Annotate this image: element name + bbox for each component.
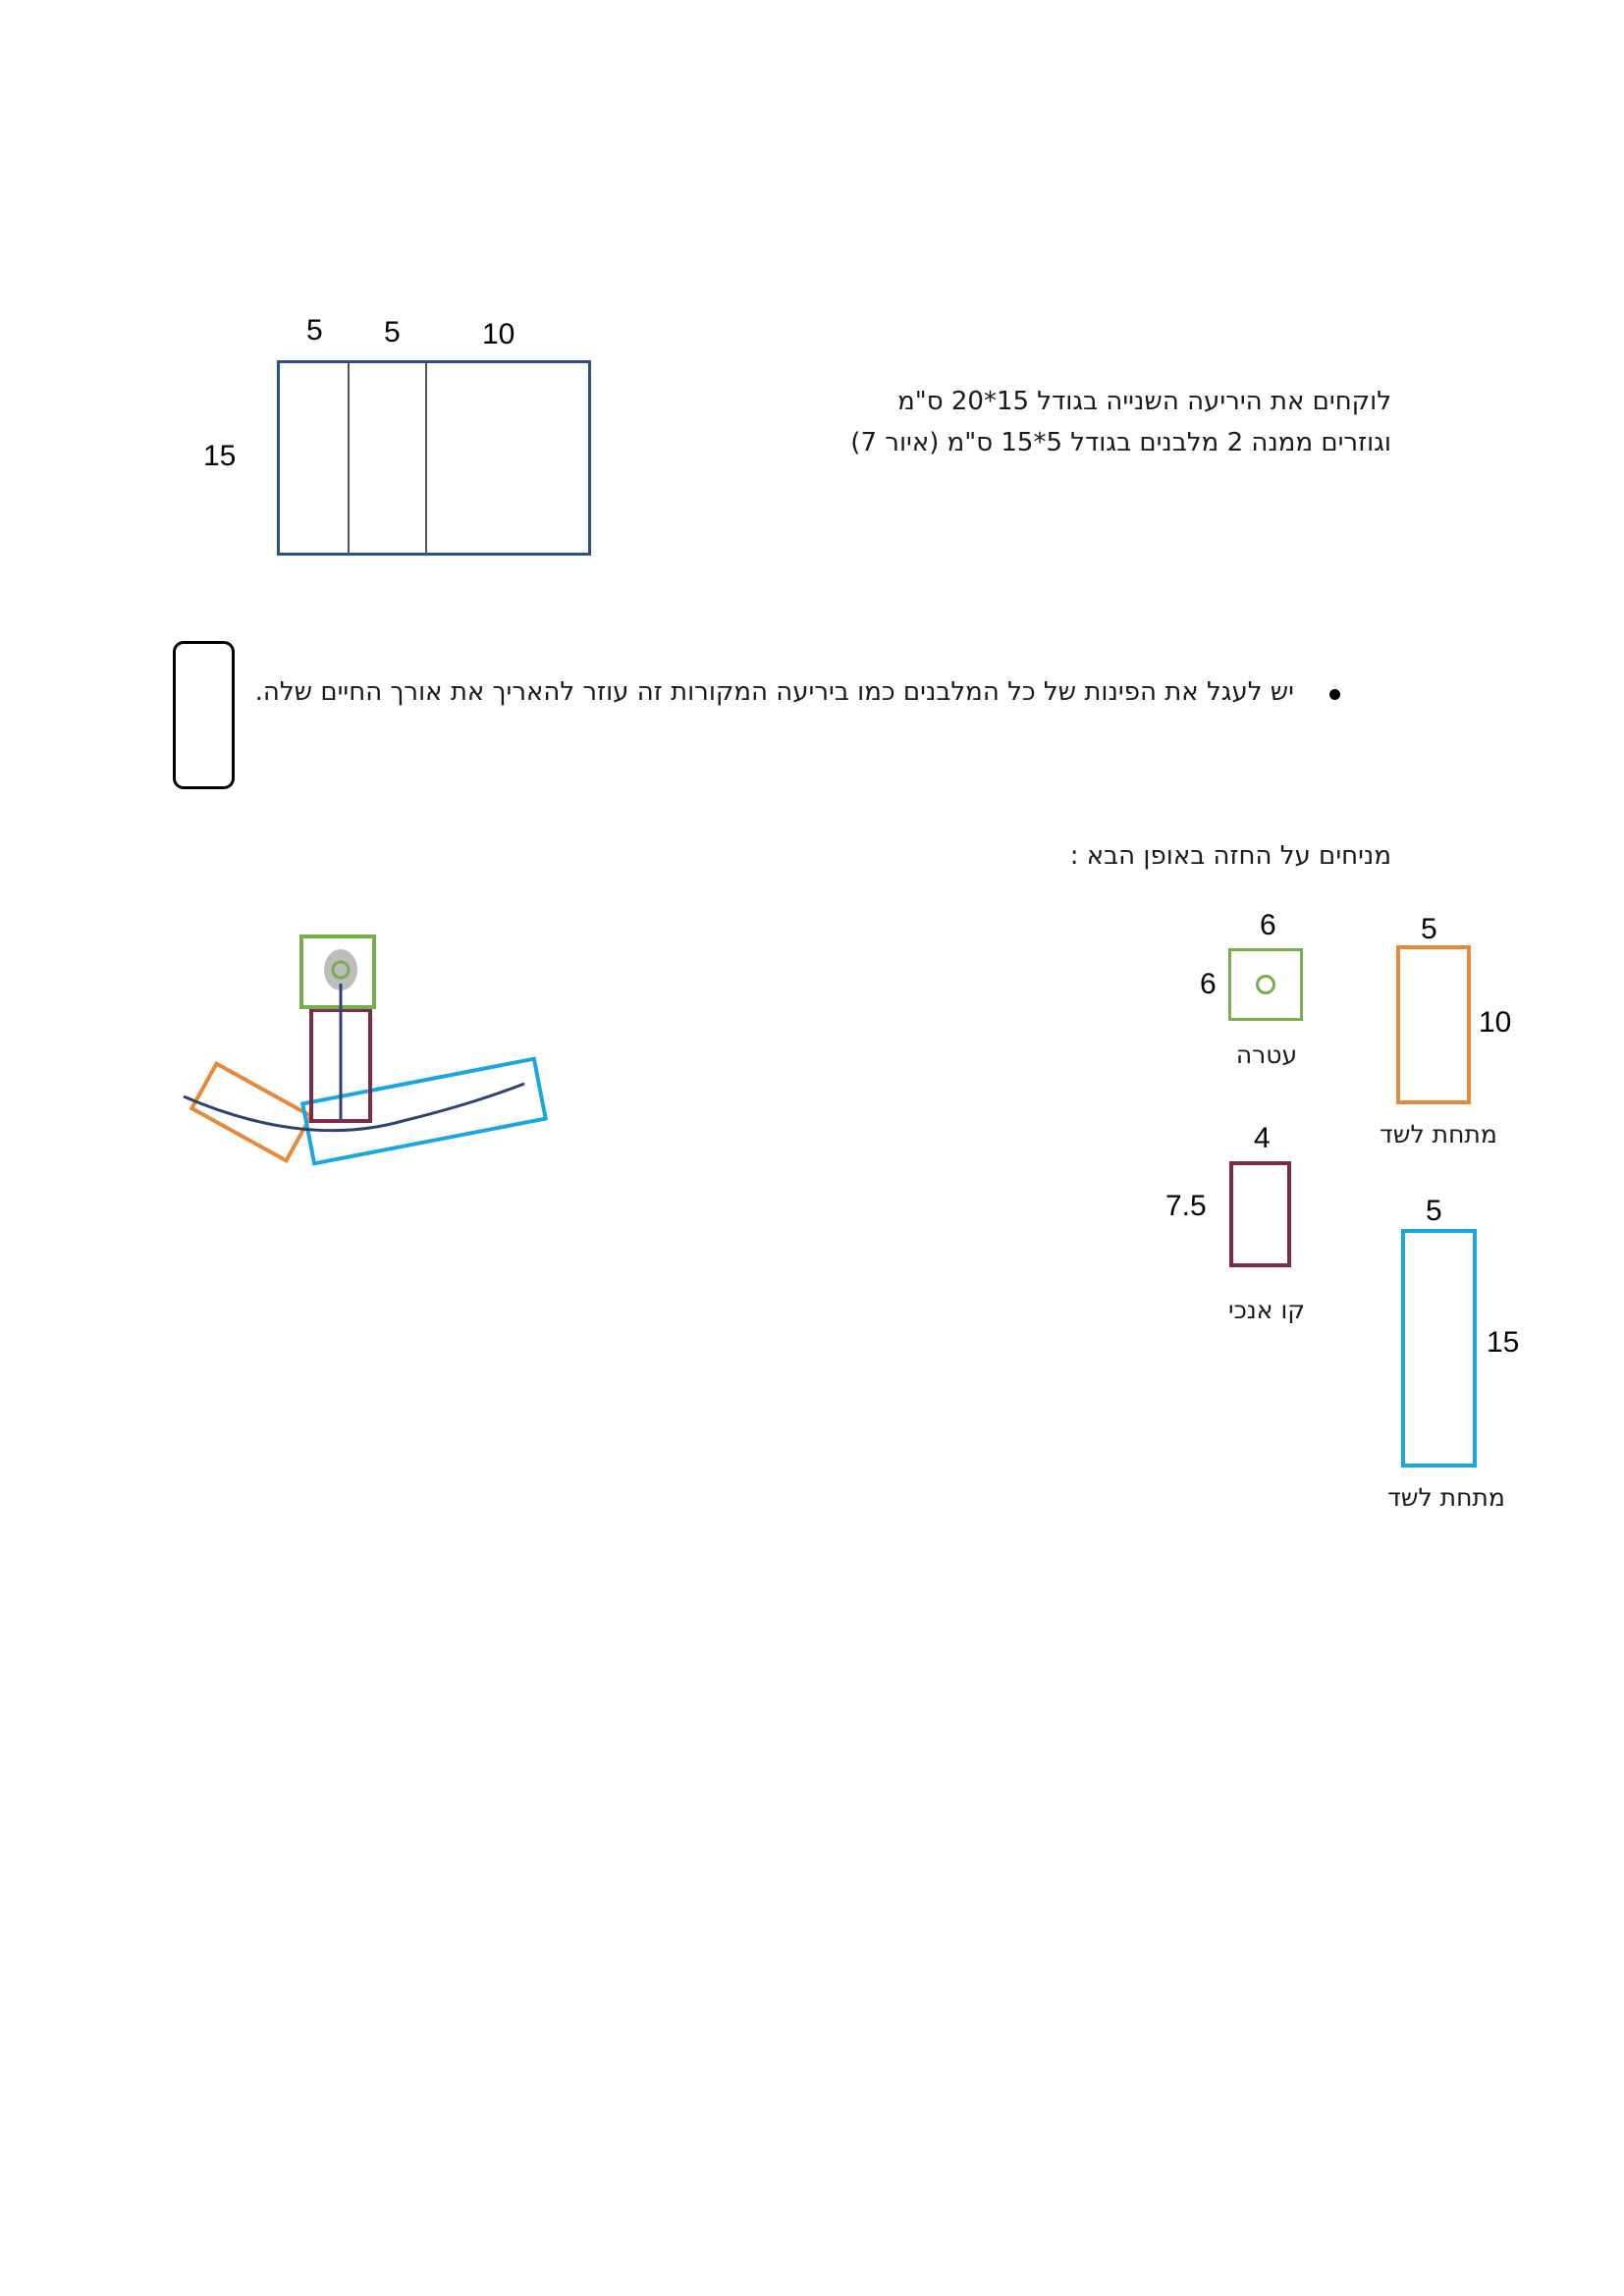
sheet-cut-line-2 — [425, 362, 427, 554]
vertical-dim-top: 4 — [1254, 1122, 1271, 1154]
sheet-dim-top-2: 5 — [384, 316, 401, 348]
orange-piece — [1396, 945, 1471, 1104]
vertical-dim-side: 7.5 — [1165, 1190, 1207, 1222]
bullet-note: יש לעגל את הפינות של כל המלבנים כמו ביריעה המקורות זה עוזר להאריך את אורך החיים שלה. — [254, 677, 1294, 707]
placement-blue-strip — [302, 1059, 545, 1164]
rounded-rectangle-example — [173, 641, 235, 789]
blue-dim-top: 5 — [1426, 1195, 1442, 1227]
bullet-icon — [1329, 689, 1340, 700]
orange-dim-top: 5 — [1421, 913, 1437, 945]
nipple-piece-circle-icon — [1256, 975, 1275, 994]
vertical-piece — [1229, 1161, 1291, 1267]
blue-label: מתחת לשד — [1387, 1483, 1505, 1512]
fabric-sheet — [277, 360, 591, 556]
sheet-dim-side: 15 — [203, 440, 237, 472]
placement-orange-strip — [191, 1064, 310, 1161]
sheet-dim-top-3: 10 — [482, 318, 515, 350]
sheet-cut-line-1 — [348, 362, 350, 554]
vertical-label: קו אנכי — [1227, 1296, 1306, 1324]
blue-dim-side: 15 — [1487, 1326, 1520, 1359]
intro-line-1: לוקחים את היריעה השנייה בגודל 15*20 ס"מ — [897, 387, 1391, 416]
chest-curve — [184, 1084, 524, 1131]
orange-label: מתחת לשד — [1380, 1120, 1497, 1148]
orange-dim-side: 10 — [1479, 1006, 1512, 1039]
nipple-label: עטרה — [1235, 1041, 1298, 1069]
chest-placement-diagram — [157, 923, 569, 1188]
placement-heading: מניחים על החזה באופן הבא : — [1069, 841, 1391, 871]
nipple-dim-top: 6 — [1260, 909, 1276, 941]
blue-piece — [1401, 1229, 1477, 1468]
nipple-dim-side: 6 — [1200, 968, 1217, 1000]
sheet-dim-top-1: 5 — [306, 314, 323, 347]
intro-line-2: וגוזרים ממנה 2 מלבנים בגודל 5*15 ס"מ (איור 7) — [850, 428, 1391, 457]
